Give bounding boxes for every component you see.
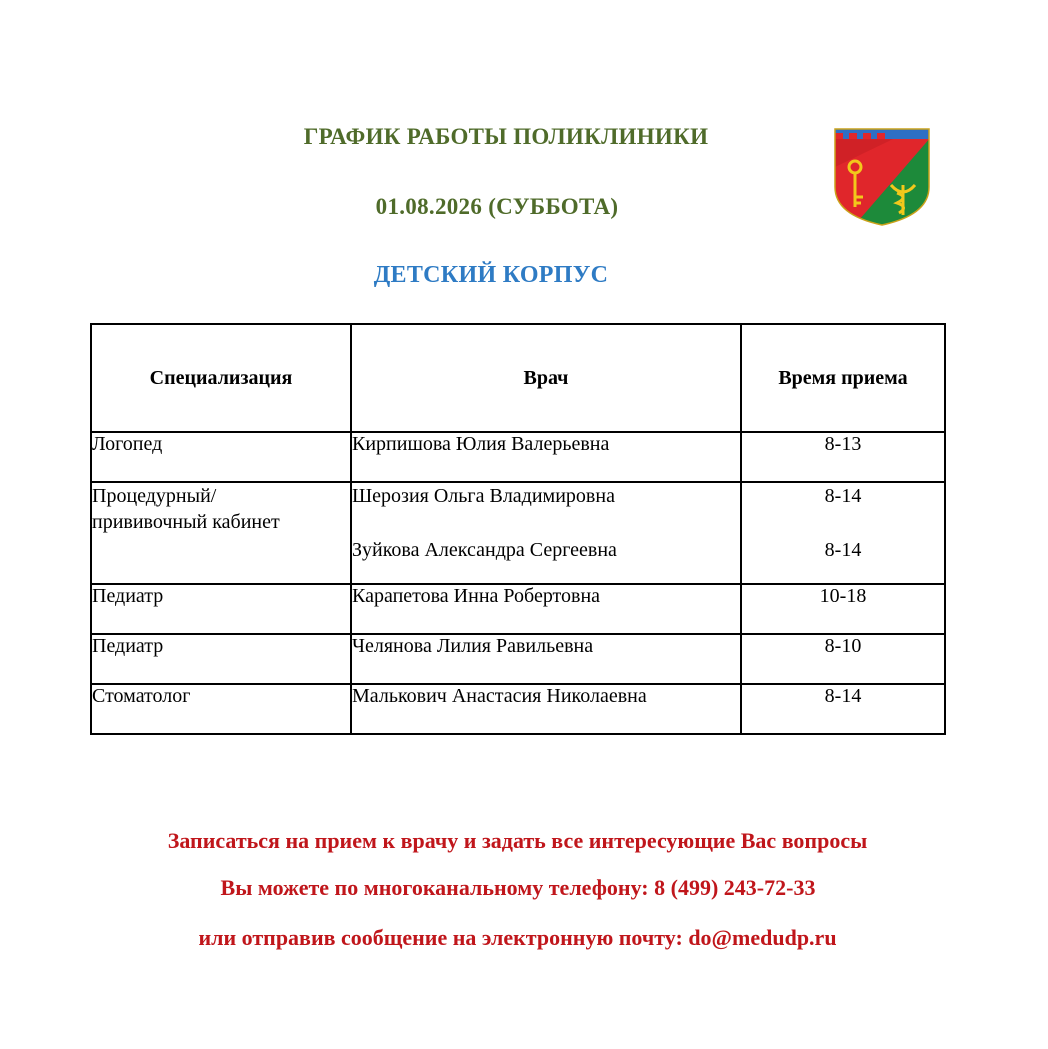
footer-email-line: или отправив сообщение на электронную почту: do@medudp.ru	[198, 925, 837, 950]
schedule-table	[90, 323, 946, 735]
coat-of-arms-icon	[833, 127, 931, 227]
cell-specialization	[91, 482, 351, 584]
cell-doctor: Челянова Лилия Равильевна	[351, 634, 741, 684]
header-specialization: Специализация	[91, 324, 351, 432]
table-row	[91, 634, 945, 684]
table-header-row	[91, 324, 945, 432]
table-row	[91, 482, 945, 584]
cell-doctor: Карапетова Инна Робертовна	[351, 584, 741, 634]
time-value: 8-14	[824, 485, 862, 507]
table-row	[91, 584, 945, 634]
table-row	[91, 684, 945, 734]
cell-time: 8-10	[741, 634, 945, 684]
cell-specialization: Педиатр	[91, 634, 351, 684]
doctor-name: Шерозия Ольга Владимировна	[352, 485, 615, 507]
schedule-date: 01.08.2026 (СУББОТА)	[375, 194, 619, 219]
cell-time: 8-13	[741, 432, 945, 482]
header-doctor: Врач	[351, 324, 741, 432]
header-time: Время приема	[741, 324, 945, 432]
cell-doctor: Малькович Анастасия Николаевна	[351, 684, 741, 734]
doctor-name: Зуйкова Александра Сергеевна	[352, 539, 617, 561]
spec-line: Процедурный/	[92, 485, 217, 507]
cell-time: 10-18	[741, 584, 945, 634]
cell-specialization: Педиатр	[91, 584, 351, 634]
cell-doctor: Кирпишова Юлия Валерьевна	[351, 432, 741, 482]
page-title: ГРАФИК РАБОТЫ ПОЛИКЛИНИКИ	[303, 124, 709, 149]
footer-phone-line: Вы можете по многоканальному телефону: 8 (499) 243-72-33	[220, 875, 816, 900]
cell-specialization: Стоматолог	[91, 684, 351, 734]
cell-doctor	[351, 482, 741, 584]
cell-time: 8-14	[741, 684, 945, 734]
time-value: 8-14	[824, 539, 862, 561]
footer-line: Записаться на прием к врачу и задать все интересующие Вас вопросы	[167, 828, 868, 853]
cell-specialization: Логопед	[91, 432, 351, 482]
building-name: ДЕТСКИЙ КОРПУС	[373, 262, 609, 288]
table-row	[91, 432, 945, 482]
spec-line: прививочный кабинет	[92, 511, 280, 533]
cell-time	[741, 482, 945, 584]
